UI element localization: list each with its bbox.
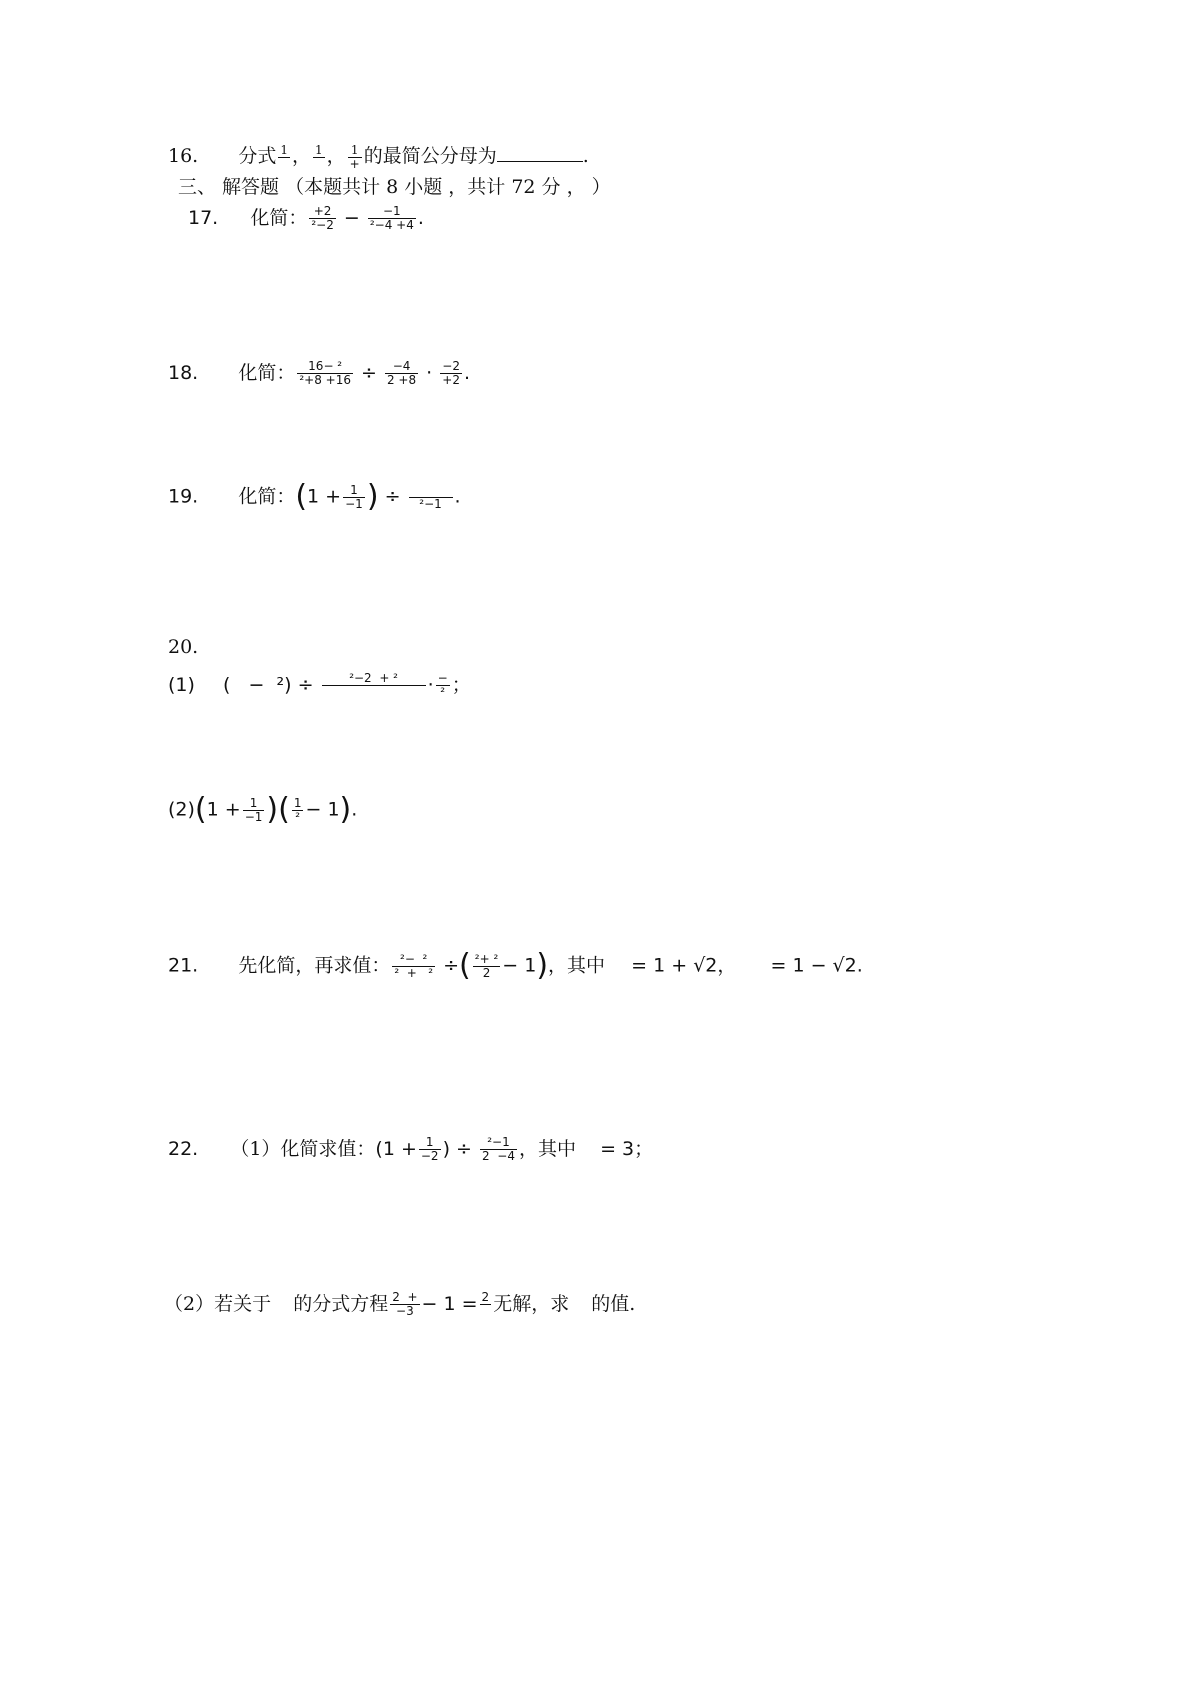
- question-21: 21. 先化简，再求值： $\frac{\text{²− ²}}{\text{² + ²}}$ ÷( $\frac{\text{²+ ²}}{2}$ − 1)，其中 = 1 + √2， = 1 − √2.: [168, 948, 863, 983]
- fraction: $\frac{-4}{2 +8}$: [386, 359, 417, 387]
- fraction: $\frac{\text{²− ²}}{\text{² + ²}}$: [394, 951, 434, 980]
- fraction: $\frac{1}{-1}$: [345, 482, 363, 511]
- fraction: $\frac{-1}{\text{²−4 +4}}$: [369, 204, 414, 232]
- part-label: （1）化简求值：: [230, 1138, 376, 1160]
- question-17: 17. 化简： $\frac{+2}{\text{²−2}}$ − $\frac{-1}{\text{²−4 +4}}$ .: [188, 204, 424, 232]
- fraction: $\frac{\text{²−1}}{2 -4}$: [482, 1135, 515, 1163]
- question-20-number: 20.: [168, 636, 199, 658]
- question-number: 22.: [168, 1138, 199, 1160]
- question-22-part-2: （2）若关于 的分式方程 $\frac{2 +}{-3}$ − 1 = 2 无解，求 的值.: [164, 1290, 636, 1318]
- fraction: ²−1: [409, 484, 453, 511]
- question-18: 18. 化简： $\frac{\text{16− ²}}{\text{²+8 +16}}$ ÷ $\frac{-4}{2 +8}$ · $\frac{-2}{+2}$ .: [168, 359, 471, 387]
- question-22-part-1: 22. （1）化简求值：(1 + $\frac{1}{-2}$ ) ÷ $\frac{\text{²−1}}{2 -4}$ ，其中 = 3；: [168, 1135, 654, 1163]
- question-19: 19. 化简：(1 + $\frac{1}{-1}$ ) ÷ ²−1 .: [168, 479, 461, 514]
- fraction: $\frac{1}{-2}$: [420, 1135, 439, 1163]
- fraction: $\frac{\text{²+ ²}}{2}$: [474, 951, 499, 980]
- fraction: $\frac{\text{16− ²}}{\text{²+8 +16}}$: [299, 359, 351, 387]
- question-number: 19.: [168, 485, 199, 508]
- question-number: 21.: [168, 954, 199, 977]
- question-label: 分式: [238, 145, 277, 167]
- question-label: 先化简，再求值：: [238, 954, 391, 977]
- fraction: ²−2 + ²: [322, 672, 426, 699]
- part-label: (2): [168, 798, 195, 821]
- fraction: 1: [314, 142, 323, 157]
- fraction: $\frac{1}{+}$: [349, 142, 360, 171]
- answer-blank[interactable]: [497, 143, 583, 162]
- question-number: 17.: [188, 207, 219, 229]
- part-label: (1): [168, 674, 195, 696]
- fraction: 1: [280, 142, 288, 157]
- fraction: $\frac{-}{\text{²}}$: [437, 671, 448, 699]
- question-label: 化简：: [238, 485, 296, 508]
- fraction: $\frac{+2}{\text{²−2}}$: [311, 204, 334, 232]
- fraction: $\frac{2 +}{-3}$: [392, 1290, 418, 1318]
- question-16: 16. 分式 1 ， 1 ， $\frac{1}{+}$ 的最简公分母为 .: [168, 142, 589, 171]
- fraction: 2: [481, 1290, 490, 1304]
- question-number: 18.: [168, 362, 199, 384]
- question-number: 16.: [168, 145, 199, 167]
- fraction: $\frac{-2}{+2}$: [442, 359, 460, 387]
- part-label: （2）若关于: [164, 1293, 272, 1315]
- question-20-part-1: (1) ( − ²) ÷ ²−2 + ² · $\frac{-}{\text{²}}$ ；: [168, 671, 471, 699]
- section-heading: 三、 解答题 （本题共计 8 小题 ，共计 72 分 ， ）: [178, 176, 611, 198]
- fraction: $\frac{1}{\text{²}}$: [293, 795, 302, 824]
- fraction: $\frac{1}{-1}$: [244, 795, 263, 824]
- question-20-part-2: (2)(1 + $\frac{1}{-1}$ )( $\frac{1}{\text{²}}$ − 1).: [168, 792, 358, 827]
- question-label: 化简：: [250, 207, 308, 229]
- question-label: 化简：: [238, 362, 296, 384]
